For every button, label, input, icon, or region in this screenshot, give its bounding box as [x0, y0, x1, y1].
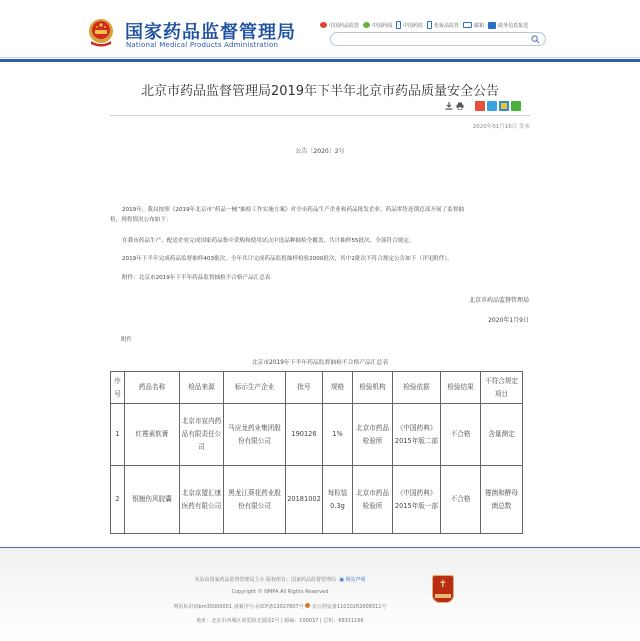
site-logo-title[interactable]: 国家药品监督管理局	[125, 22, 296, 43]
header-divider	[0, 59, 640, 62]
footer-line-3	[0, 603, 560, 610]
sign-date: 2020年1月9日	[488, 317, 529, 324]
unqualified-products-table	[110, 371, 523, 534]
header-cell: 药品名称	[125, 372, 180, 404]
article-title: 北京市药品监督管理局2019年下半年北京市药品质量安全公告	[140, 84, 500, 99]
share-weibo-icon[interactable]	[475, 101, 485, 111]
header-cell: 检验依据	[393, 372, 441, 404]
table-row	[111, 404, 523, 466]
paragraph-1: 2019年，我局按照《2019年北京市“药品一械”抽检工作实施方案》对全市药品生产企业和药品批发企业、药品零售连锁总部开展了监督抽	[122, 207, 464, 213]
cell-failed-item: 含量测定	[481, 404, 523, 466]
mail-icon	[463, 22, 472, 28]
paragraph-1-cont: 检，现将情况公布如下：	[110, 217, 172, 223]
cell-lab: 北京市药品检验所	[353, 466, 393, 534]
search-icon[interactable]	[531, 35, 540, 44]
top-link-label: 政务信息报送	[498, 22, 529, 29]
police-badge-icon	[305, 603, 310, 608]
site-header	[0, 0, 640, 62]
badge-glyph: ✝	[438, 579, 448, 590]
header-cell: 规格	[323, 372, 353, 404]
top-link-app-nmpa[interactable]	[396, 21, 423, 29]
header-cell: 标示生产企业	[224, 372, 286, 404]
search-box	[330, 32, 546, 46]
paragraph-3: 2019年下半年完成药品监督抽样403批次，全年共计完成药品监督抽样检验2000批次，其中2批次不符合规定公告如下（详见附件）。	[122, 256, 453, 262]
top-link-label: 邮箱	[474, 22, 485, 29]
attachment-label: 附件	[121, 337, 133, 343]
cell-batch: 20181002	[286, 466, 323, 534]
footer-line-1	[0, 576, 560, 583]
footer-police-record[interactable]: 京公网安备11010202008311号	[311, 604, 387, 610]
top-link-app-cosmetics[interactable]	[427, 21, 459, 29]
cell-manufacturer: 马应龙药业集团股份有限公司	[224, 404, 286, 466]
badge-band	[435, 594, 451, 598]
weibo-icon	[320, 22, 327, 28]
footer-copyright-owner: 本站由国家药品监督管理局主办 版权所有：国家药品监督管理局	[194, 577, 337, 583]
header-cell: 不符合规定项目	[481, 372, 523, 404]
cell-drug-name: 红霉素软膏	[125, 404, 180, 466]
cell-index: 2	[111, 466, 125, 534]
top-link-mail[interactable]	[463, 22, 484, 29]
cell-source: 北京京盟汇康医药有限公司	[180, 466, 224, 534]
cell-basis: 《中国药典》2015年版二部	[393, 404, 441, 466]
top-link-report[interactable]	[488, 22, 528, 29]
article-tools	[445, 101, 521, 111]
download-icon[interactable]	[445, 102, 453, 110]
cell-lab: 北京市药品检验所	[353, 404, 393, 466]
table-row	[111, 466, 523, 534]
cell-result: 不合格	[441, 404, 481, 466]
document-number: 公告〔2020〕2号	[295, 148, 345, 155]
report-icon	[488, 22, 496, 29]
signature: 北京市药品监督管理局	[468, 297, 529, 304]
print-icon[interactable]	[456, 102, 464, 110]
header-cell: 序号	[111, 372, 125, 404]
share-wechat-icon[interactable]	[511, 101, 521, 111]
cell-index: 1	[111, 404, 125, 466]
share-qzone-icon[interactable]	[487, 101, 497, 111]
mobile-icon	[396, 21, 401, 29]
header-divider-light	[0, 57, 640, 58]
top-link-weibo[interactable]	[320, 22, 359, 29]
cell-manufacturer: 黑龙江葵花药业股份有限公司	[224, 466, 286, 534]
top-link-label: 中国药品监管	[329, 22, 360, 29]
cell-drug-name: 银翘伤风胶囊	[125, 466, 180, 534]
site-logo-subtitle: National Medical Products Administration	[126, 41, 279, 49]
cell-result: 不合格	[441, 466, 481, 534]
cell-batch: 190126	[286, 404, 323, 466]
header-cell: 批号	[286, 372, 323, 404]
paragraph-2: 在我市药品生产、配送企业完成国家药品集中采购和使用试点中选品种抽检全覆盖，共计抽样55批次，全部符合规定。	[122, 238, 415, 244]
top-links	[320, 21, 528, 29]
top-link-label: 中国药监	[403, 22, 424, 29]
title-divider	[110, 115, 530, 116]
table-header-row	[111, 372, 523, 404]
header-cell: 检验结果	[441, 372, 481, 404]
footer-address: 地址：北京市西城区展览路北露园1号 | 邮编：100037 | 总机：68311166	[196, 618, 364, 624]
table-title: 北京市2019年下半年药品监督抽检不合格产品汇总表	[251, 360, 389, 366]
gov-site-badge-icon[interactable]	[432, 575, 454, 603]
wechat-icon	[363, 22, 370, 28]
top-link-label: 中国药闻	[372, 22, 393, 29]
share-favorite-icon[interactable]	[499, 101, 509, 111]
cell-failed-item: 霉菌和酵母菌总数	[481, 466, 523, 534]
attachment-reference: 附件：北京市2019年下半年药品监督抽检不合格产品汇总表	[122, 275, 271, 281]
header-cell: 检验机构	[353, 372, 393, 404]
cell-spec: 每粒装0.3g	[323, 466, 353, 534]
footer-icp[interactable]: 网站标识码bm35000001 备案序号:京ICP备13027807号	[173, 604, 304, 610]
national-emblem-icon	[86, 17, 116, 49]
site-statement-label: 网站声明	[345, 577, 366, 583]
cell-spec: 1%	[323, 404, 353, 466]
mobile-icon	[427, 21, 432, 29]
top-link-wechat[interactable]	[363, 22, 392, 29]
cell-source: 北京市宣内药品有限责任公司	[180, 404, 224, 466]
top-link-label: 化妆品监管	[434, 22, 460, 29]
header-cell: 检品来源	[180, 372, 224, 404]
cell-basis: 《中国药典》2015年版一部	[393, 466, 441, 534]
search-input[interactable]	[339, 41, 529, 53]
footer-copyright: Copyright © NMPA All Rights Reserved	[231, 589, 329, 595]
publish-date: 2020年01月16日 发布	[472, 124, 530, 130]
share-buttons	[475, 101, 521, 111]
site-statement-link[interactable]: ▣ 网站声明	[339, 577, 366, 583]
